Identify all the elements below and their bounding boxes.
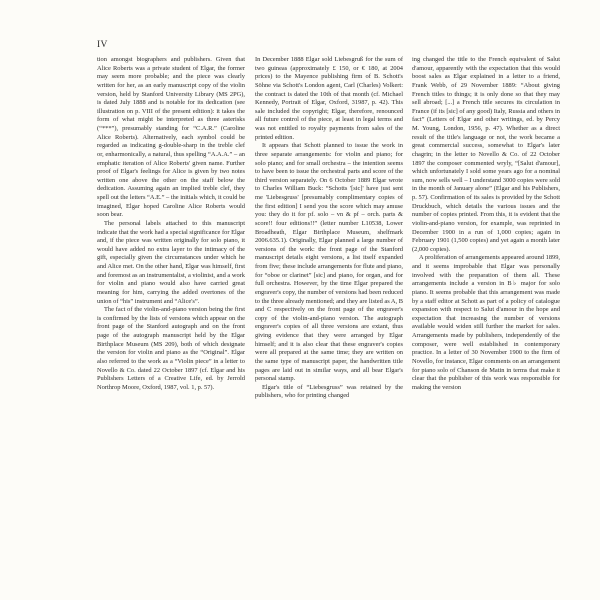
paragraph: A proliferation of arrangements appeared around 1899, and it seems improbable that Elgar was personally involved with the preparation of them all. These arrangements include a version in B♭ major for solo piano. It seems probable that this arrangement was made by a staff editor at Schott as part of a policy of catalogue expansion with respect to Salut d'amour in the hope and expectation that increasing the number of versions available would widen still further the market for sales. Arrangements made by publishers, independently of the composer, were well established in contemporary practice. In a letter of 30 November 1900 to the firm of Novello, for instance, Elgar comments on an arrangement for piano solo of Chanson de Matin in terms that make it clear that the publisher of this work was responsible for making the version (412, 254, 560, 391)
paragraph: Elgar's title of “Liebesgruss” was retained by the publishers, who for printing changed (255, 383, 403, 400)
page-number: IV (97, 40, 108, 50)
text-column-left (97, 56, 245, 392)
paragraph: ing changed the title to the French equivalent of Salut d'amour, apparently with the expectation that this would boost sales as Elgar explained in a letter to a friend, Frank Webb, of 29 November 1889: “About giving French titles to things; it is only done so that they may sell abroad; [...] a French title secures its circulation in France (if its [sic] of any good) Italy, Russia and others in fact” (Letters of Elgar and other writings, ed. by Percy M. Young, London, 1956, p. 47). Whether as a direct result of the title's language or not, the work became a great commercial success, somewhat to Elgar's later chagrin; in the letter to Novello & Co. of 22 October 1897 the composer commented wryly, “[Salut d'amour], which unfortunately I sold some years ago for a nominal sum, now sells well – I understand 3000 copies were sold in the month of January alone” (Elgar and his Publishers, p. 57). Confirmation of its sales is provided by the Schott Druckbuch, which details the various issues and the number of copies printed. From this, it is evident that the violin-and-piano version, for example, was reprinted in December 1900 in a run of 1,000 copies; again in February 1901 (1,500 copies) and yet again a month later (2,000 copies). (412, 56, 560, 253)
text-column-right (412, 56, 560, 392)
text-column-middle (255, 56, 403, 401)
paragraph: In December 1888 Elgar sold Liebesgruß for the sum of two guineas (approximately £ 150, or € 180, at 2004 prices) to the Mayence publishing firm of B. Schott's Söhne via Schott's London agent, Carl (Charles) Volkert: the contract is dated the 10th of that month (cf. Michael Kennedy, Portrait of Elgar, Oxford, 31987, p. 42). This sale included the copyright; Elgar, therefore, renounced all future control of the piece, at least in legal terms and was not entitled to royalty payments from sales of the printed edition. (255, 56, 403, 141)
paragraph: tion amongst biographers and publishers. Given that Alice Roberts was a private student of Elgar, the former may seem more probable; and the piece was clearly written for her, as an early manuscript copy of the violin version, held by Stanford University Library (MS 2PG), is dated July 1888 and is notable for its dedication (see illustration on p. VIII of the present edition): it takes the form of what might be interpreted as three asterisks (“***”), presumably standing for “C.A.R.” (Caroline Alice Roberts). Alternatively, each symbol could be regarded as indicating g-double-sharp in the treble clef or, enharmonically, a natural, thus spelling “A.A.A.” – an emphatic iteration of Alice Roberts' given name. Further proof of Elgar's feelings for Alice is given by two notes written one above the other on the staff below the dedication. Assuming again an implied treble clef, they spell out the letters “A.E.” – the initials which, it could be imagined, Elgar hoped Caroline Alice Roberts would soon bear. (97, 56, 246, 219)
paragraph: The personal labels attached to this manuscript indicate that the work had a special significance for Elgar and, if the piece was written originally for solo piano, it would have added no extra layer to the intimacy of the gift, especially given the circumstances under which he and Alice met. On the other hand, Elgar was himself, first and foremost as an instrumentalist, a violinist, and a work for violin and piano would also have carried great meaning for him, carrying the added overtones of the union of “his” instrument and “Alice's”. (97, 219, 245, 305)
paragraph: It appears that Schott planned to issue the work in three separate arrangements: for violin and piano; for solo piano; and for small orchestra – the intention seems to have been to issue the orchestral parts and score of the third version separately. On 6 October 1889 Elgar wrote to Charles William Buck: “Schotts '[sic]' have just sent me 'Liebesgruss' [presumably complimentary copies of the first edition] I send you the score which may amuse you: they do it for pf. solo – vn & pf – orch. parts & score!! four editions!!” (letter number L10538, Lower Broadheath, Elgar Birthplace Museum, shelfmark 2006.635.1). Originally, Elgar planned a large number of versions of the work: the front page of the Stanford manuscript details eight versions, a list itself expanded from five; these include arrangements for flute and piano, for “oboe or clarinet” [sic] and piano, for organ, and for full orchestra. However, by the time Elgar prepared the engraver's copy, the number of versions had been reduced to the three already mentioned; and they are listed as A, B and C respectively on the front page of the engraver's copy of the violin-and-piano version. The autograph engraver's copies of all three versions are extant, thus giving evidence that they were arranged by Elgar himself; and it is also clear that these engraver's copies were all prepared at the same time; they are written on the same type of manuscript paper, the handwritten title pages are laid out in similar ways, and all bear Elgar's personal stamp. (255, 142, 404, 383)
paragraph: The fact of the violin-and-piano version being the first is confirmed by the lists of versions which appear on the front page of the Stanford autograph and on the front page of the autograph manuscript held by the Elgar Birthplace Museum (MS 209), both of which designate the version for violin and piano as the “Original”. Elgar also referred to the work as a “Violin piece” in a letter to Novello & Co. dated 22 October 1897 (cf. Elgar and his Publishers Letters of a Creative Life, ed. by Jerrold Northrop Moore, Oxford, 1987, vol. 1, p. 57). (97, 306, 245, 391)
